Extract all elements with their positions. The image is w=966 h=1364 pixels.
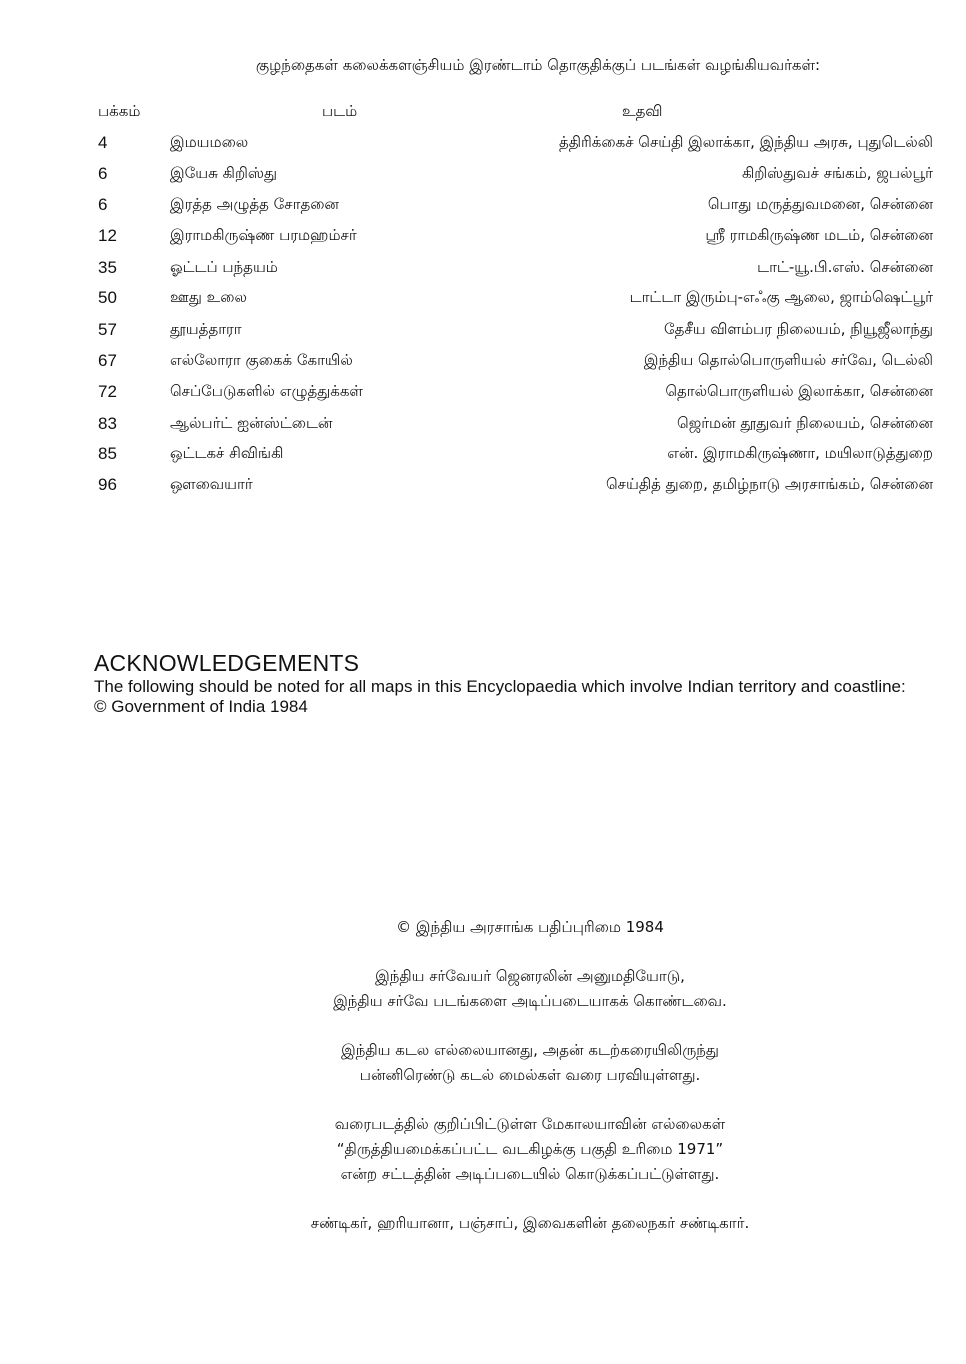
credit-source: டாட்டா இரும்பு-எஃகு ஆலை, ஜாம்ஷெட்பூர்	[629, 288, 933, 306]
table-row	[0, 288, 966, 318]
notice-line: என்ற சட்டத்தின் அடிப்படையில் கொடுக்கப்பட்டுள்ளது.	[340, 1165, 720, 1183]
credit-source: ஸ்ரீ ராமகிருஷ்ண மடம், சென்னை	[705, 226, 933, 244]
table-row	[0, 195, 966, 225]
table-row	[0, 258, 966, 288]
table-row	[0, 351, 966, 381]
table-row	[0, 382, 966, 412]
table-row	[0, 226, 966, 256]
page-number: 72	[98, 382, 117, 401]
picture-title: எல்லோரா குகைக் கோயில்	[170, 351, 353, 369]
page-number: 6	[98, 195, 108, 214]
picture-title: ஔவையார்	[170, 475, 253, 493]
credit-source: ஜெர்மன் தூதுவர் நிலையம், சென்னை	[677, 414, 933, 432]
notice-meghalaya-boundary	[190, 1112, 870, 1187]
page-number: 12	[98, 226, 117, 245]
picture-title: ஆல்பர்ட் ஐன்ஸ்ட்டைன்	[170, 414, 333, 432]
page-number: 85	[98, 444, 117, 463]
table-row	[0, 133, 966, 163]
acknowledgements-section	[94, 650, 914, 717]
picture-title: தூயத்தாரா	[170, 320, 242, 338]
notice-line: இந்திய சர்வேயர் ஜெனரலின் அனுமதியோடு,	[375, 967, 685, 985]
page-number: 96	[98, 475, 117, 494]
notice-line: இந்திய சர்வே படங்களை அடிப்படையாகக் கொண்டவை.	[333, 992, 727, 1010]
notice-line: “திருத்தியமைக்கப்பட்ட வடகிழக்கு பகுதி உரிமை 1971”	[336, 1140, 724, 1158]
page-number: 50	[98, 288, 117, 307]
picture-title: செப்பேடுகளில் எழுத்துக்கள்	[170, 382, 363, 400]
picture-title: இயேசு கிறிஸ்து	[170, 164, 277, 182]
credit-source: த்திரிக்கைச் செய்தி இலாக்கா, இந்திய அரசு, புதுடெல்லி	[558, 133, 933, 151]
credit-source: டாட்-யூ.பி.எஸ். சென்னை	[757, 258, 933, 276]
column-header-page: பக்கம்	[98, 102, 141, 120]
picture-title: ஒட்டகச் சிவிங்கி	[170, 444, 284, 462]
acknowledgements-copyright: © Government of India 1984	[94, 697, 308, 716]
page-number: 35	[98, 258, 117, 277]
notice-line: பன்னிரெண்டு கடல் மைல்கள் வரை பரவியுள்ளது.	[359, 1066, 701, 1084]
credit-source: தொல்பொருளியல் இலாக்கா, சென்னை	[665, 382, 933, 400]
picture-title: இரத்த அழுத்த சோதனை	[170, 195, 339, 213]
table-row	[0, 164, 966, 194]
credit-source: தேசீய விளம்பர நிலையம், நியூஜீலாந்து	[664, 320, 933, 338]
picture-title: ஓட்டப் பந்தயம்	[170, 258, 278, 276]
page-number: 67	[98, 351, 117, 370]
notice-line: வரைபடத்தில் குறிப்பிட்டுள்ள மேகாலயாவின் எல்லைகள்	[334, 1115, 726, 1133]
credit-source: செய்தித் துறை, தமிழ்நாடு அரசாங்கம், சென்னை	[605, 475, 933, 493]
table-row	[0, 444, 966, 474]
notice-line: இந்திய கடல எல்லையானது, அதன் கடற்கரையிலிருந்து	[341, 1041, 719, 1059]
picture-title: இமயமலை	[170, 133, 249, 151]
notice-territorial-waters	[190, 1038, 870, 1088]
notice-copyright: © இந்திய அரசாங்க பதிப்புரிமை 1984	[396, 918, 664, 936]
picture-title: ஊது உலை	[170, 288, 247, 306]
credit-source: கிறிஸ்துவச் சங்கம், ஜபல்பூர்	[741, 164, 933, 182]
table-row	[0, 414, 966, 444]
credits-heading: குழந்தைகள் கலைக்களஞ்சியம் இரண்டாம் தொகுதிக்குப் படங்கள் வழங்கியவர்கள்:	[255, 56, 821, 74]
table-row	[0, 320, 966, 350]
page-number: 83	[98, 414, 117, 433]
table-row	[0, 475, 966, 505]
acknowledgements-text: The following should be noted for all maps in this Encyclopaedia which involve Indian territory and coastline:	[94, 677, 906, 696]
column-header-picture: படம்	[322, 102, 358, 120]
column-header-credit: உதவி	[622, 102, 663, 120]
page-number: 6	[98, 164, 108, 183]
copyright-notice	[190, 915, 870, 1260]
acknowledgements-title: ACKNOWLEDGEMENTS	[94, 650, 360, 676]
credit-source: இந்திய தொல்பொருளியல் சர்வே, டெல்லி	[643, 351, 933, 369]
credit-source: என். இராமகிருஷ்ணா, மயிலாடுத்துறை	[667, 444, 933, 462]
notice-chandigarh: சண்டிகர், ஹரியானா, பஞ்சாப், இவைகளின் தலைநகர் சண்டிகார்.	[310, 1214, 750, 1232]
picture-title: இராமகிருஷ்ண பரமஹம்சர்	[170, 226, 357, 244]
page-number: 57	[98, 320, 117, 339]
notice-survey-permission	[190, 964, 870, 1014]
credit-source: பொது மருத்துவமனை, சென்னை	[707, 195, 933, 213]
page-number: 4	[98, 133, 108, 152]
